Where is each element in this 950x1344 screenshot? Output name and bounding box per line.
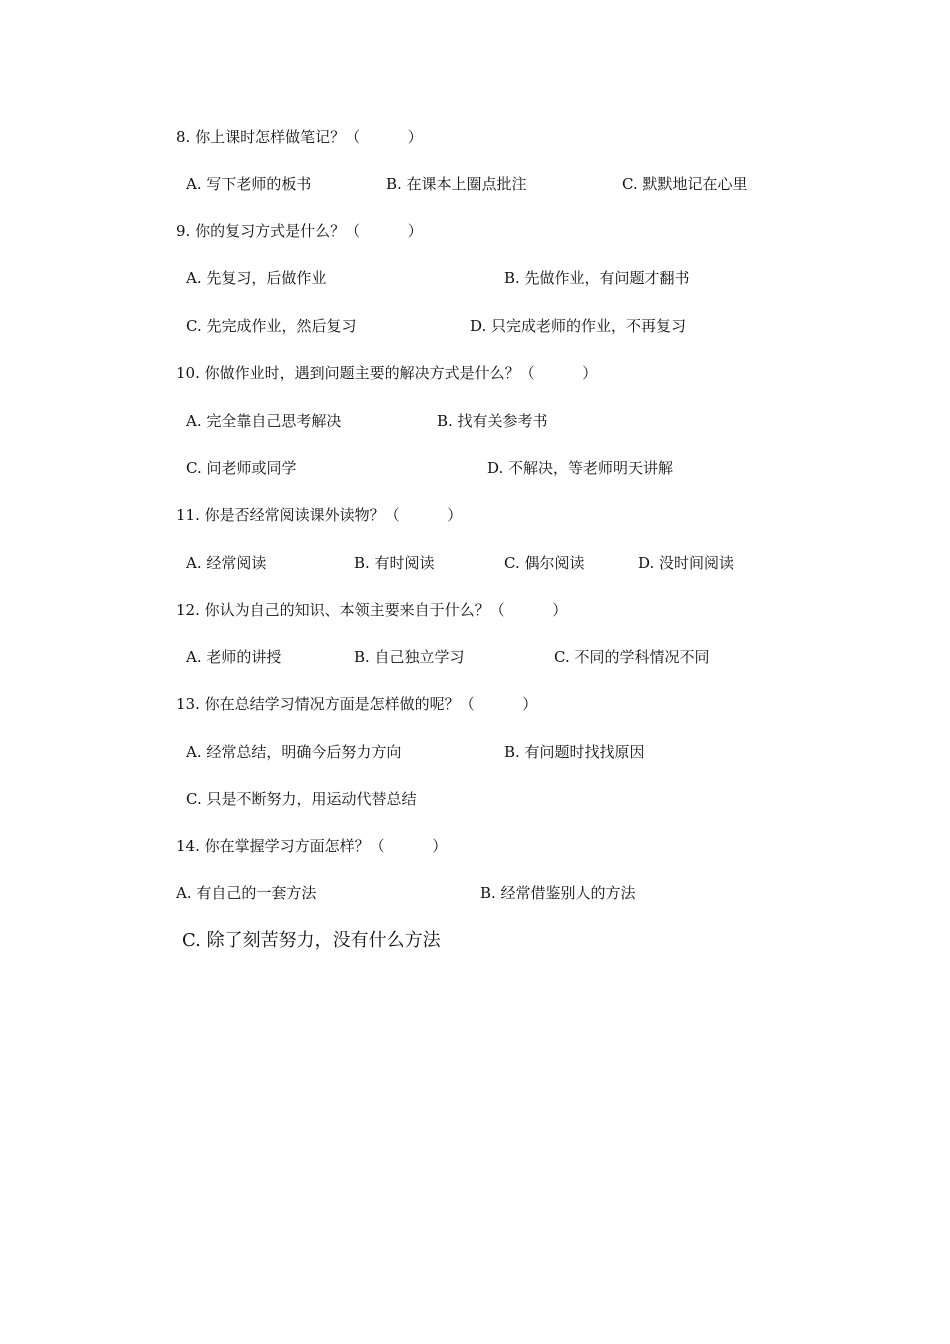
question-12-option-a: A. 老师的讲授 [186,648,282,666]
question-14-text: 14. 你在掌握学习方面怎样？（ ） [176,837,448,855]
question-9-text: 9. 你的复习方式是什么？（ ） [176,222,423,240]
question-10-option-c: C. 问老师或同学 [186,459,297,477]
question-10-text: 10. 你做作业时，遇到问题主要的解决方式是什么？（ ） [176,364,598,382]
question-11-option-a: A. 经常阅读 [186,554,267,572]
question-11-option-b: B. 有时阅读 [354,554,435,572]
question-10-option-d: D. 不解决，等老师明天讲解 [487,459,674,477]
question-13-text: 13. 你在总结学习情况方面是怎样做的呢？（ ） [176,695,538,713]
question-12-option-b: B. 自己独立学习 [354,648,465,666]
question-11-text: 11. 你是否经常阅读课外读物？（ ） [176,506,463,524]
question-12-text: 12. 你认为自己的知识、本领主要来自于什么？（ ） [176,601,568,619]
question-8-option-b: B. 在课本上圈点批注 [386,175,527,193]
question-10-option-a: A. 完全靠自己思考解决 [186,412,342,430]
question-13-option-c: C. 只是不断努力，用运动代替总结 [186,790,417,808]
question-13-option-a: A. 经常总结，明确今后努力方向 [186,743,402,761]
question-14-option-b: B. 经常借鉴别人的方法 [480,884,636,902]
question-13-option-b: B. 有问题时找找原因 [504,743,645,761]
question-8-option-a: A. 写下老师的板书 [186,175,312,193]
question-11-option-c: C. 偶尔阅读 [504,554,585,572]
question-8-text: 8. 你上课时怎样做笔记？（ ） [176,128,423,146]
question-9-option-b: B. 先做作业，有问题才翻书 [504,269,690,287]
question-14-option-a: A. 有自己的一套方法 [176,884,317,902]
question-12-option-c: C. 不同的学科情况不同 [554,648,710,666]
question-9-option-a: A. 先复习，后做作业 [186,269,327,287]
question-10-option-b: B. 找有关参考书 [437,412,548,430]
question-9-option-c: C. 先完成作业，然后复习 [186,317,357,335]
question-14-option-c: C. 除了刻苦努力，没有什么方法 [182,930,441,951]
question-9-option-d: D. 只完成老师的作业，不再复习 [470,317,687,335]
question-8-option-c: C. 默默地记在心里 [622,175,748,193]
question-11-option-d: D. 没时间阅读 [638,554,735,572]
